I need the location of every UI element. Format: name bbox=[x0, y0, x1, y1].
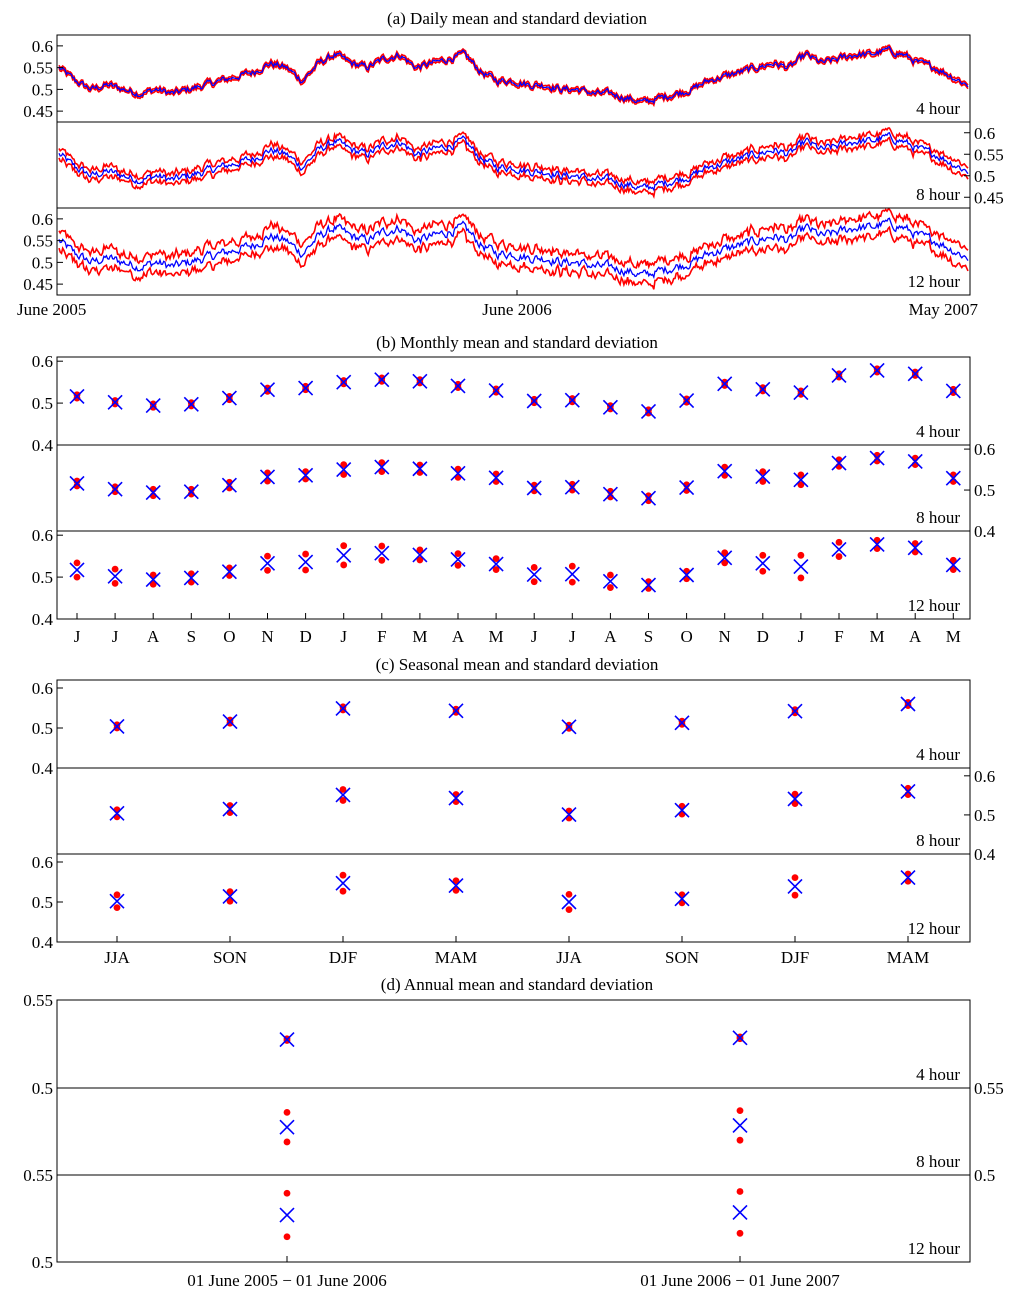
y-tick-label-b-3-3: 0.4 bbox=[31, 610, 53, 629]
x-tick-label-c-7: DJF bbox=[780, 948, 810, 967]
y-tick-label-a-2-2: 0.55 bbox=[974, 145, 1004, 165]
y-tick-label-d-2-1: 0.55 bbox=[974, 1079, 1004, 1098]
title-b: (b) Monthly mean and standard deviation bbox=[376, 333, 658, 352]
mean-marker-d-1-2 bbox=[733, 1031, 747, 1045]
std-point-upper-b-3-7 bbox=[302, 551, 309, 558]
std-point-upper-b-3-13 bbox=[531, 564, 538, 571]
panel-frame-d-1 bbox=[57, 1000, 970, 1088]
std-point-lower-d-3-1 bbox=[284, 1233, 291, 1240]
y-tick-label-a-1-4: 0.45 bbox=[23, 102, 53, 122]
x-tick-label-b-5: O bbox=[223, 627, 236, 646]
std-point-lower-d-3-2 bbox=[737, 1230, 744, 1237]
y-tick-label-d-3-1: 0.55 bbox=[23, 1166, 53, 1185]
y-tick-label-c-3-3: 0.4 bbox=[31, 933, 53, 952]
x-tick-label-b-19: D bbox=[756, 627, 769, 646]
panel-frame-c-2 bbox=[57, 768, 970, 854]
title-c: (c) Seasonal mean and standard deviation bbox=[375, 655, 659, 674]
std-point-lower-b-3-21 bbox=[836, 553, 843, 560]
x-tick-label-b-8: J bbox=[340, 627, 348, 646]
mean-line-1 bbox=[59, 47, 968, 103]
panel-label-a-1: 4 hour bbox=[916, 99, 960, 118]
std-point-lower-b-3-2 bbox=[112, 580, 119, 587]
upper-std-line-1 bbox=[59, 45, 968, 101]
std-point-upper-c-2-1 bbox=[114, 806, 121, 813]
std-point-lower-b-3-15 bbox=[607, 584, 614, 591]
x-tick-label-b-11: A bbox=[451, 627, 465, 646]
x-tick-label-b-12: M bbox=[488, 627, 504, 646]
std-point-upper-b-3-1 bbox=[74, 559, 81, 566]
y-tick-label-b-1-1: 0.6 bbox=[31, 352, 53, 372]
std-point-lower-c-3-5 bbox=[566, 906, 573, 913]
x-tick-label-d-1: 01 June 2005 − 01 June 2006 bbox=[187, 1271, 387, 1290]
std-point-lower-b-3-9 bbox=[378, 557, 385, 564]
std-point-upper-b-3-21 bbox=[836, 539, 843, 546]
panel-label-c-1: 4 hour bbox=[916, 745, 960, 764]
panel-label-d-2: 8 hour bbox=[916, 1152, 960, 1171]
std-point-lower-b-3-1 bbox=[74, 574, 81, 581]
x-tick-label-b-7: D bbox=[299, 627, 312, 646]
mean-marker-b-3-20 bbox=[794, 560, 808, 574]
std-point-upper-d-2-2 bbox=[737, 1107, 744, 1114]
std-point-lower-c-3-1 bbox=[114, 904, 121, 911]
y-tick-label-a-1-2: 0.55 bbox=[23, 58, 53, 78]
std-point-upper-b-3-14 bbox=[569, 563, 576, 570]
x-tick-label-b-3: A bbox=[147, 627, 160, 646]
panel-label-b-2: 8 hour bbox=[916, 508, 960, 527]
mean-marker-d-3-1 bbox=[280, 1208, 294, 1222]
std-point-upper-c-2-2 bbox=[227, 802, 234, 809]
x-tick-label-b-18: N bbox=[718, 627, 731, 646]
x-tick-label-b-17: O bbox=[680, 627, 693, 646]
y-tick-label-b-1-2: 0.5 bbox=[31, 394, 53, 414]
y-tick-label-b-3-1: 0.6 bbox=[31, 526, 53, 546]
std-point-lower-c-2-5 bbox=[566, 815, 573, 822]
std-point-upper-d-3-2 bbox=[737, 1188, 744, 1195]
panel-label-b-1: 4 hour bbox=[916, 422, 960, 441]
panel-label-b-3: 12 hour bbox=[907, 596, 960, 615]
y-tick-label-d-3-2: 0.5 bbox=[31, 1253, 53, 1272]
std-point-lower-c-2-4 bbox=[453, 798, 460, 805]
x-tick-label-c-1: JJA bbox=[104, 948, 130, 967]
y-tick-label-c-1-3: 0.4 bbox=[31, 759, 53, 778]
std-point-upper-b-3-9 bbox=[378, 543, 385, 550]
std-point-upper-d-3-1 bbox=[284, 1190, 291, 1197]
panel-label-a-3: 12 hour bbox=[907, 272, 960, 291]
x-tick-label-b-14: J bbox=[568, 627, 576, 646]
std-point-lower-b-3-19 bbox=[759, 568, 766, 575]
mean-marker-d-2-1 bbox=[280, 1120, 294, 1134]
std-point-upper-c-3-3 bbox=[340, 872, 347, 879]
x-tick-label-c-3: DJF bbox=[328, 948, 358, 967]
std-point-lower-c-3-8 bbox=[905, 878, 912, 885]
std-point-upper-b-3-8 bbox=[340, 542, 347, 549]
y-tick-label-d-1-1: 0.55 bbox=[23, 991, 53, 1010]
y-tick-label-a-2-1: 0.6 bbox=[974, 123, 996, 143]
y-tick-label-a-3-3: 0.5 bbox=[31, 253, 53, 273]
y-tick-label-d-1-2: 0.5 bbox=[31, 1079, 53, 1098]
y-tick-label-a-2-4: 0.45 bbox=[974, 188, 1004, 208]
x-tick-label-b-15: A bbox=[604, 627, 617, 646]
x-tick-label-b-22: M bbox=[869, 627, 885, 646]
std-point-upper-b-3-20 bbox=[798, 552, 805, 559]
y-tick-label-b-2-3: 0.4 bbox=[974, 522, 996, 541]
std-point-upper-c-3-7 bbox=[792, 874, 799, 881]
x-tick-label-c-4: MAM bbox=[434, 948, 478, 967]
x-tick-label-b-16: S bbox=[643, 627, 654, 646]
std-point-upper-c-3-1 bbox=[114, 891, 121, 898]
y-tick-label-a-3-4: 0.45 bbox=[23, 275, 53, 295]
panel-label-c-2: 8 hour bbox=[916, 831, 960, 850]
title-a: (a) Daily mean and standard deviation bbox=[386, 9, 648, 28]
title-d: (d) Annual mean and standard deviation bbox=[380, 975, 654, 994]
std-point-upper-c-2-4 bbox=[453, 791, 460, 798]
panel-label-a-2: 8 hour bbox=[916, 185, 960, 204]
y-tick-label-b-1-3: 0.4 bbox=[31, 436, 53, 455]
x-tick-label-b-6: N bbox=[261, 627, 274, 646]
std-point-lower-b-3-7 bbox=[302, 567, 309, 574]
x-tick-label-b-2: J bbox=[111, 627, 119, 646]
panel-label-d-3: 12 hour bbox=[907, 1239, 960, 1258]
x-tick-label-c-5: JJA bbox=[556, 948, 582, 967]
x-tick-label-b-13: J bbox=[530, 627, 538, 646]
std-point-upper-c-2-5 bbox=[566, 808, 573, 815]
mean-marker-d-3-2 bbox=[733, 1205, 747, 1219]
std-point-lower-b-3-14 bbox=[569, 579, 576, 586]
y-tick-label-a-2-3: 0.5 bbox=[974, 166, 996, 186]
std-point-lower-b-3-8 bbox=[340, 562, 347, 569]
std-point-upper-d-2-1 bbox=[284, 1109, 291, 1116]
std-point-lower-d-2-1 bbox=[284, 1139, 291, 1146]
x-tick-label-b-21: F bbox=[834, 627, 844, 646]
y-tick-label-b-2-2: 0.5 bbox=[974, 481, 996, 501]
panel-frame-c-1 bbox=[57, 680, 970, 768]
y-tick-label-c-1-1: 0.6 bbox=[31, 679, 53, 698]
panel-frame-c-3 bbox=[57, 854, 970, 942]
y-tick-label-a-1-3: 0.5 bbox=[31, 80, 53, 100]
panel-frame-d-3 bbox=[57, 1175, 970, 1262]
x-tick-label-b-9: F bbox=[377, 627, 387, 646]
std-point-lower-c-3-3 bbox=[340, 888, 347, 895]
std-point-upper-b-3-19 bbox=[759, 552, 766, 559]
std-point-lower-d-2-2 bbox=[737, 1137, 744, 1144]
std-point-lower-b-3-13 bbox=[531, 578, 538, 585]
std-point-upper-c-3-5 bbox=[566, 891, 573, 898]
y-tick-label-a-3-2: 0.55 bbox=[23, 231, 53, 251]
x-tick-label-c-6: SON bbox=[664, 948, 700, 967]
std-point-upper-b-3-2 bbox=[112, 566, 119, 573]
x-tick-label-a-3: May 2007 bbox=[908, 300, 978, 319]
y-tick-label-c-2-1: 0.6 bbox=[974, 766, 996, 786]
x-tick-label-a-1: June 2005 bbox=[17, 300, 87, 319]
y-tick-label-c-2-2: 0.5 bbox=[974, 805, 996, 825]
x-tick-label-c-2: SON bbox=[212, 948, 248, 967]
mean-marker-b-3-8 bbox=[337, 548, 351, 562]
y-tick-label-b-2-1: 0.6 bbox=[974, 440, 996, 460]
x-tick-label-b-23: A bbox=[909, 627, 922, 646]
std-point-lower-b-3-20 bbox=[798, 575, 805, 582]
x-tick-label-c-8: MAM bbox=[886, 948, 930, 967]
panel-frame-a-1 bbox=[57, 35, 970, 122]
std-point-upper-b-3-6 bbox=[264, 553, 271, 560]
x-tick-label-d-2: 01 June 2006 − 01 June 2007 bbox=[640, 1271, 840, 1290]
mean-marker-d-1-1 bbox=[280, 1033, 294, 1047]
panel-label-c-3: 12 hour bbox=[907, 919, 960, 938]
y-tick-label-c-3-1: 0.6 bbox=[31, 853, 53, 872]
std-point-upper-b-3-15 bbox=[607, 572, 614, 579]
y-tick-label-c-2-3: 0.4 bbox=[974, 845, 996, 864]
x-tick-label-b-4: S bbox=[186, 627, 197, 646]
y-tick-label-c-3-2: 0.5 bbox=[31, 893, 53, 912]
panel-label-d-1: 4 hour bbox=[916, 1065, 960, 1084]
std-point-lower-b-3-6 bbox=[264, 567, 271, 574]
y-tick-label-a-3-1: 0.6 bbox=[31, 209, 53, 229]
mean-marker-c-3-7 bbox=[788, 879, 802, 893]
x-tick-label-a-2: June 2006 bbox=[482, 300, 552, 319]
std-point-lower-c-3-7 bbox=[792, 892, 799, 899]
y-tick-label-a-1-1: 0.6 bbox=[31, 36, 53, 56]
y-tick-label-d-2-2: 0.5 bbox=[974, 1166, 996, 1185]
x-tick-label-b-1: J bbox=[73, 627, 81, 646]
x-tick-label-b-10: M bbox=[412, 627, 428, 646]
std-point-upper-c-3-8 bbox=[905, 871, 912, 878]
y-tick-label-c-1-2: 0.5 bbox=[31, 719, 53, 738]
x-tick-label-b-20: J bbox=[797, 627, 805, 646]
std-point-lower-c-2-2 bbox=[227, 809, 234, 816]
y-tick-label-b-3-2: 0.5 bbox=[31, 568, 53, 588]
x-tick-label-b-24: M bbox=[945, 627, 961, 646]
mean-marker-d-2-2 bbox=[733, 1118, 747, 1132]
std-point-lower-c-2-1 bbox=[114, 813, 121, 820]
panel-frame-d-2 bbox=[57, 1088, 970, 1175]
